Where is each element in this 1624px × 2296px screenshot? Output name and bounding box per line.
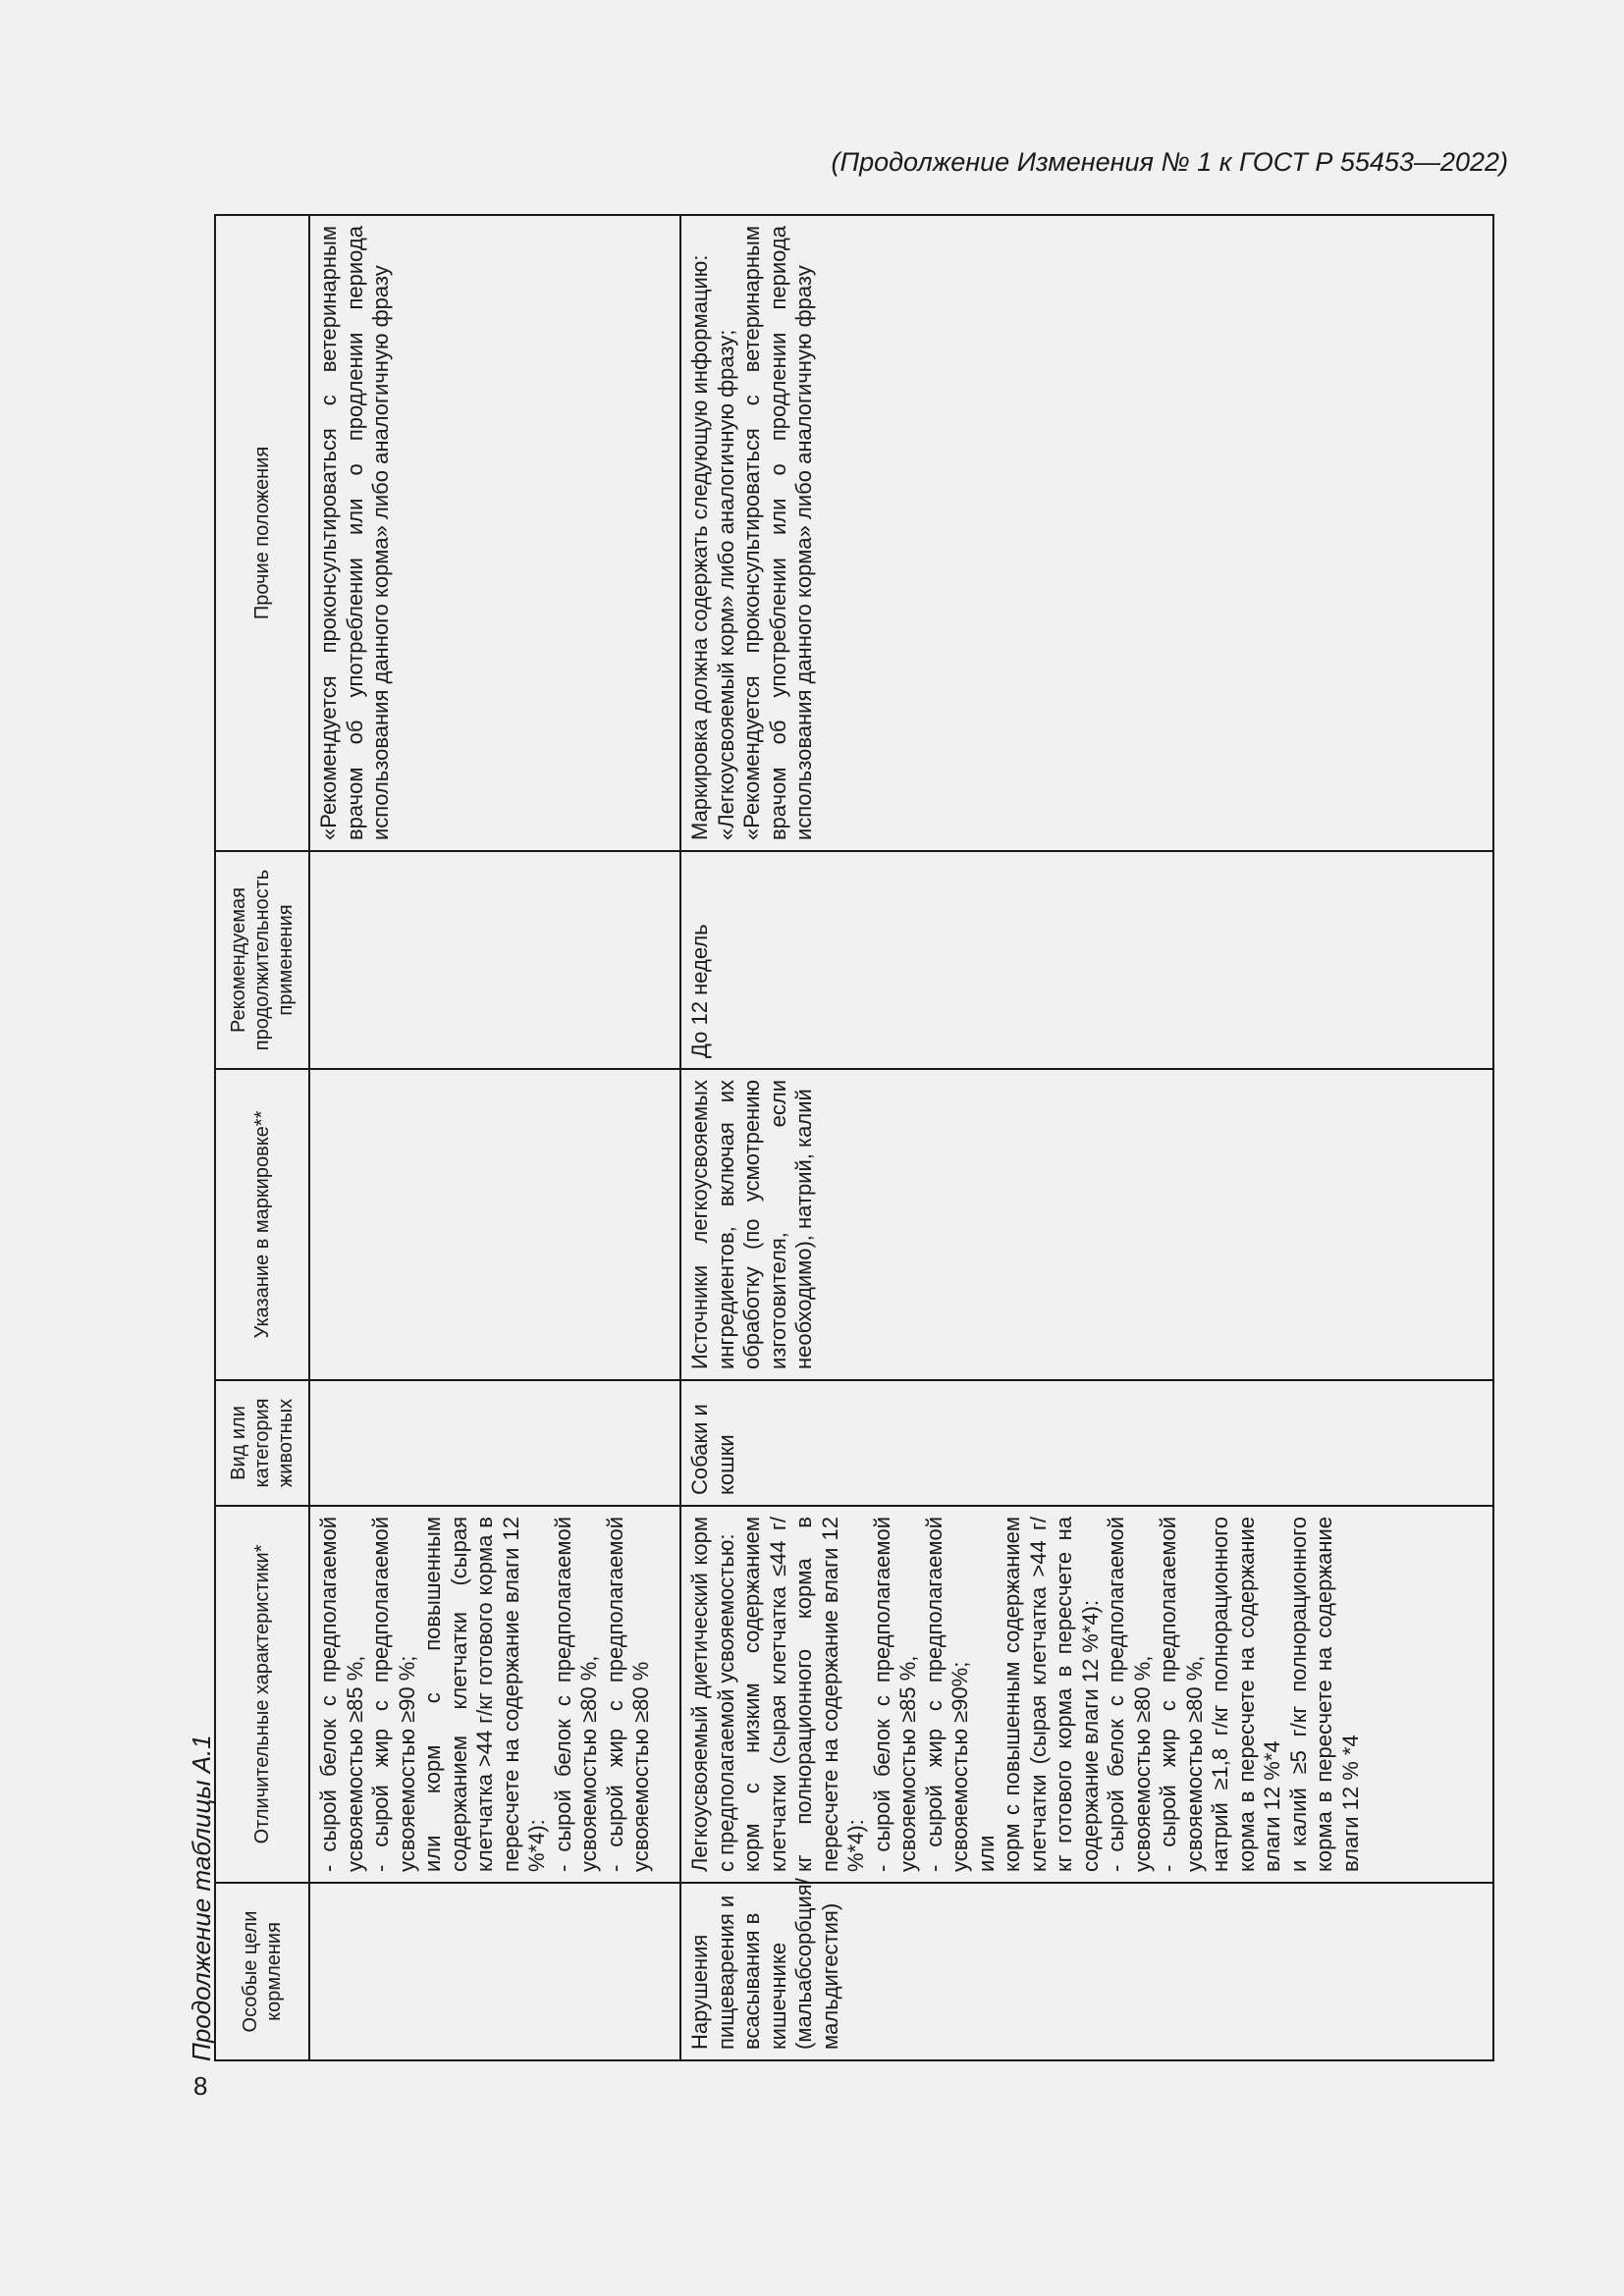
column-header: Указание в маркировке** xyxy=(215,1069,309,1380)
table-header-row xyxy=(215,215,309,2060)
table-caption: Продолжение таблицы А.1 xyxy=(187,1735,216,2061)
characteristics-cell: - сырой белок с предполагаемой усвояемостью ≥85 %, - сырой жир с предполагаемой усвояемостью ≥90 %; или корм с повышенным содержанием клетчатки (сырая клетчатка >44 г/кг готового корма в пересчете на содержание влаги 12 %*4): - сырой белок с предполагаемой усвояемостью ≥80 %, - сырой жир с предполагаемой усвояемостью ≥80 % xyxy=(309,1506,680,1883)
species-cell xyxy=(309,1380,680,1506)
purpose-cell: Нарушения пищеварения и всасывания в кишечнике (мальабсорбция/мальдигестия) xyxy=(680,1883,1493,2060)
other-cell: «Рекомендуется проконсультироваться с ветеринарным врачом об употреблении или о продлении периода использования данного корма» либо аналогичную фразу xyxy=(309,215,680,851)
table-row xyxy=(309,215,680,2060)
purpose-cell xyxy=(309,1883,680,2060)
species-cell: Собаки и кошки xyxy=(680,1380,1493,1506)
labeling-cell xyxy=(309,1069,680,1380)
rotated-table-area xyxy=(187,208,1512,2061)
column-header: Отличительные характеристики* xyxy=(215,1506,309,1883)
page-number: 8 xyxy=(193,2071,208,2101)
duration-cell xyxy=(309,851,680,1069)
requirements-table xyxy=(214,214,1494,2061)
other-cell: Маркировка должна содержать следующую информацию: «Легкоусвояемый корм» либо аналогичную фразу; «Рекомендуется проконсультироваться с ветеринарным врачом об употреблении или о продлении периода использования данного корма» либо аналогичную фразу xyxy=(680,215,1493,851)
column-header: Вид или категория животных xyxy=(215,1380,309,1506)
labeling-cell: Источники легкоусвояемых ингредиентов, включая их обработку (по усмотрению изготовителя, если необходимо), натрий, калий xyxy=(680,1069,1493,1380)
column-header: Рекомендуемая продолжительность применения xyxy=(215,851,309,1069)
characteristics-cell: Легкоусвояемый диетический корм с предполагаемой усвояемостью: корм с низким содержанием клетчатки (сырая клетчатка ≤44 г/кг полнорационного корма в пересчете на содержание влаги 12 %*4): - сырой белок с предполагаемой усвояемостью ≥85 %, - сырой жир с предполагаемой усвояемостью ≥90%; или корм с повышенным содержанием клетчатки (сырая клетчатка >44 г/кг готового корма в пересчете на содержание влаги 12 %*4): - сырой белок с предполагаемой усвояемостью ≥80 %, - сырой жир с предполагаемой усвояемостью ≥80 %, натрий ≥1,8 г/кг полнорационного корма в пересчете на содержание влаги 12 %*4 и калий ≥5 г/кг полнорационного корма в пересчете на содержание влаги 12 % *4 xyxy=(680,1506,1493,1883)
column-header: Прочие положения xyxy=(215,215,309,851)
table-row xyxy=(680,215,1493,2060)
running-header: (Продолжение Изменения № 1 к ГОСТ Р 55453—2022) xyxy=(831,147,1508,177)
duration-cell: До 12 недель xyxy=(680,851,1493,1069)
column-header: Особые цели кормления xyxy=(215,1883,309,2060)
